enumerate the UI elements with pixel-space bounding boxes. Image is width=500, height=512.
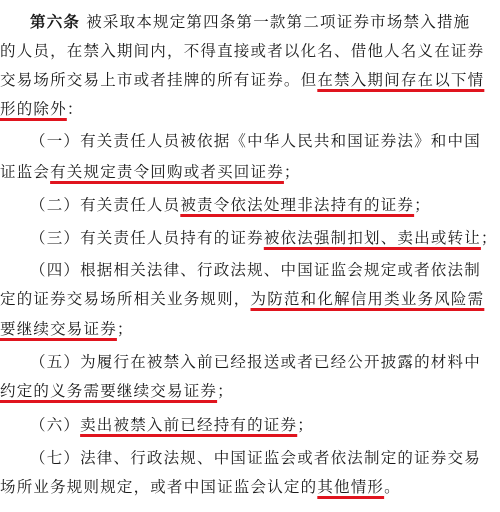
- doc-line: [0, 350, 500, 374]
- highlighted-text: 其他情形: [317, 478, 385, 496]
- doc-line: [0, 287, 500, 311]
- body-text: ；: [116, 320, 134, 338]
- doc-line: [0, 226, 500, 250]
- doc-line: [0, 39, 500, 63]
- doc-line: [0, 258, 500, 282]
- body-text: 的人员，在禁入期间内，不得直接或者以化名、借他人名义在证券: [0, 42, 485, 60]
- body-text: （一）有关责任人员被依据《中华人民共和国证券法》和中国: [30, 132, 481, 150]
- highlighted-text: 要继续交易证券: [0, 320, 117, 338]
- body-text: 证监会: [0, 163, 51, 181]
- body-text: ；: [480, 229, 498, 247]
- doc-line: [0, 317, 500, 341]
- highlighted-text: 在禁入期间存在以下情: [317, 71, 485, 89]
- body-text: ；: [297, 416, 314, 434]
- body-text: ；: [217, 382, 234, 400]
- body-text: 场所业务规则规定，或者中国证监会认定的: [0, 478, 318, 496]
- highlighted-text: 为防范和化解信用类业务风险需: [250, 290, 485, 308]
- highlighted-text: 约定的义务需要继续交易证券: [0, 382, 218, 400]
- body-text: （六）: [30, 416, 81, 434]
- article-heading: 第六条: [30, 12, 81, 31]
- doc-line: [0, 68, 500, 92]
- body-text: 。: [384, 478, 401, 496]
- doc-line: [0, 160, 500, 184]
- doc-line: [0, 129, 500, 153]
- doc-line: [0, 193, 500, 217]
- doc-line: [0, 413, 500, 437]
- highlighted-text: 有关规定责令回购或者买回证券: [50, 163, 284, 181]
- doc-line: [0, 10, 500, 34]
- body-text: （四）根据相关法律、行政法规、中国证监会规定或者依法制: [30, 261, 481, 279]
- highlighted-text: 被责令依法处理非法持有的证券: [180, 196, 415, 214]
- body-text: 定的证券交易场所相关业务规则，: [0, 290, 251, 308]
- body-text: ；: [283, 163, 301, 181]
- body-text: ：: [66, 100, 84, 118]
- body-text: （七）法律、行政法规、中国证监会或者依法制定的证券交易: [30, 449, 481, 467]
- doc-line: [0, 97, 500, 121]
- body-text: （五）为履行在被禁入前已经报送或者已经公开披露的材料中: [30, 353, 481, 371]
- highlighted-text: 卖出被禁入前已经持有的证券: [80, 416, 298, 434]
- doc-line: [0, 379, 500, 403]
- doc-line: [0, 475, 500, 499]
- body-text: （二）有关责任人员: [30, 196, 181, 214]
- body-text: 被采取本规定第四条第一款第二项证券市场禁入措施: [80, 13, 471, 31]
- highlighted-text: 被依法强制扣划、卖出或转让: [263, 229, 481, 247]
- highlighted-text: 形的除外: [0, 100, 67, 118]
- body-text: ；: [414, 196, 431, 214]
- body-text: （三）有关责任人员持有的证券: [30, 229, 264, 247]
- doc-line: [0, 446, 500, 470]
- body-text: 交易场所交易上市或者挂牌的所有证券。但: [0, 71, 318, 89]
